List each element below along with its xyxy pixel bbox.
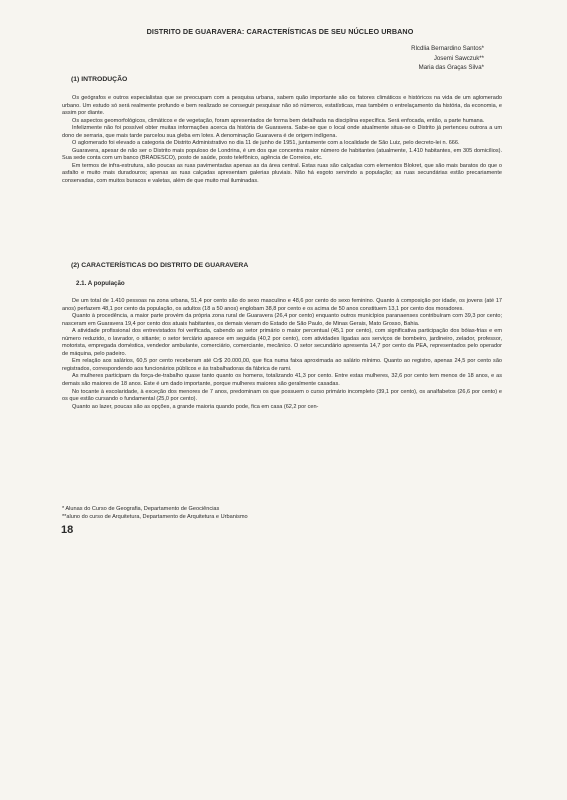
paragraph: Guaravera, apesar de não ser o Distrito mais populoso de Londrina, é um dos que concentra maior número de habitantes (atualmente, 1.410 habitantes, em 305 domicílios). Sua sede conta com um banco (BRADESCO), posto de saúde, posto telefônico, agência de Correios, etc. [62,147,502,162]
author-3: Maria das Graças Silva* [418,64,484,71]
paragraph: Quanto à procedência, a maior parte provém da própria zona rural de Guaravera (26,4 por cento) enquanto outros municípios paranaenses contribuíram com 39,3 por cento; nasceram em Guaravera 19,4 por cento dos atuais habitantes, os demais vieram do Estado de São Paulo, de Minas Gerais, Mato Grosso, Bahia. [62,313,502,327]
paragraph: As mulheres participam da força-de-trabalho quase tanto quanto os homens, totalizando 41,3 por cento. Entre estas mulheres, 32,6 por cento tem menos de 18 anos, e as demais são maiores de 18 anos. Este é um dado importante, porque mulheres maiores são geralmente casadas. [62,373,502,388]
page-number: 18 [61,524,74,536]
paragraph: Em termos de infra-estrutura, são poucas as ruas pavimentadas apenas as da área central. Estas ruas são calçadas com elementos Blokret, que são mais baratos do que o asfalto e muito mais duradouros; apenas as ruas calçadas apresentam galerias pluviais. Não há esgoto servindo a população; as ruas secundárias estão precariamente conservadas, com muitos buracos e valetas, além de que muito mal iluminadas. [62,162,502,185]
footnotes [62,505,502,521]
paragraph: Os geógrafos e outros especialistas que se preocupam com a pesquisa urbana, sabem quão importante são os fatores climáticos e históricos na vida de um aglomerado urbano. Um estudo só será realmente profundo e bem realizado se conseguir pesquisar não só números, estatísticas, mas também o entrelaçamento da história, da economia, e assim por diante. [62,95,502,117]
author-list [411,44,484,73]
subsection-heading-population: 2.1. A população [76,280,125,287]
author-1: Rlcdlia Bernardino Santos* [411,45,484,52]
paragraph: O aglomerado foi elevado a categoria de Distrito Administrativo no dia 11 de junho de 1951, juntamente com a localidade de São Luiz, pelo decreto-lei n. 666. [72,140,460,147]
paragraph: A atividade profissional dos entrevistados foi verificada, cabendo ao setor primário o maior percentual (45,1 por cento), com significativa participação dos bóias-frias e em número reduzido, o lavrador, o sitiante; o setor terciário aparece em seguida (40,2 por cento), com atividades ligadas aos serviços de bombeiro, jardineiro, zelador, professor, motorista, empregada doméstica, vendedor ambulante, comerciário, comerciante, mecânico. O setor secundário apresenta 14,7 por cento da PEA, representados pelo operador de máquina, pelo padeiro. [62,328,502,357]
article-title: DISTRITO DE GUARAVERA: CARACTERÍSTICAS DE SEU NÚCLEO URBANO [146,27,414,36]
paragraph: Quanto ao lazer, poucas são as opções, a grande maioria quando pode, fica em casa (62,2 por cen- [72,403,319,410]
section-heading-introduction: (1) INTRODUÇÃO [71,76,128,83]
footnote-2: **aluno do curso de Arquitetura, Departamento de Arquitetura e Urbanismo [62,514,248,520]
paragraph: Em relação aos salários, 60,5 por cento receberam até Cr$ 20.000,00, que fica numa faixa aproximada ao salário mínimo. Quanto ao registro, apenas 24,5 por cento são registrados, correspondendo aos funcionários públicos e às trabalhadoras da fábrica de rami. [62,358,502,372]
paragraph: De um total de 1.410 pessoas na zona urbana, 51,4 por cento são do sexo masculino e 48,6 por cento do sexo feminino. Quanto à composição por idade, os jovens (até 17 anos) perfazem 48,1 por cento da população, os adultos (18 a 50 anos) englobam 38,8 por cento e os acima de 50 anos constituem 13,1 por cento dos moradores. [62,298,502,312]
introduction-body [62,95,502,186]
footnote-1: * Alunas do Curso de Geografia, Departamento de Geociências [62,506,220,512]
paragraph: Infelizmente não foi possível obter muitas informações acerca da história de Guaravera. Sabe-se que o local onde atualmente situa-se o Distrito já pertenceu outrora a um dono de serraria, que mais tarde parcelou sua gleba em lotes. A denominação Guaravera é de origem indígena. [62,125,502,139]
author-2: Josemi Sawczuk** [433,54,484,62]
population-body [62,298,502,411]
paragraph: Os aspectos geomorfológicos, climáticos e de vegetação, foram apresentados de forma bem detalhada na disciplina específica. Será enfocada, então, a parte humana. [72,117,485,124]
paragraph: No tocante à escolaridade, à exceção dos menores de 7 anos, predominam os que possuem o curso primário incompleto (39,1 por cento), os analfabetos (26,6 por cento) e os que estão cursando o fundamental (25,0 por cento). [62,388,502,403]
section-heading-characteristics: (2) CARACTERÍSTICAS DO DISTRITO DE GUARAVERA [71,262,249,269]
